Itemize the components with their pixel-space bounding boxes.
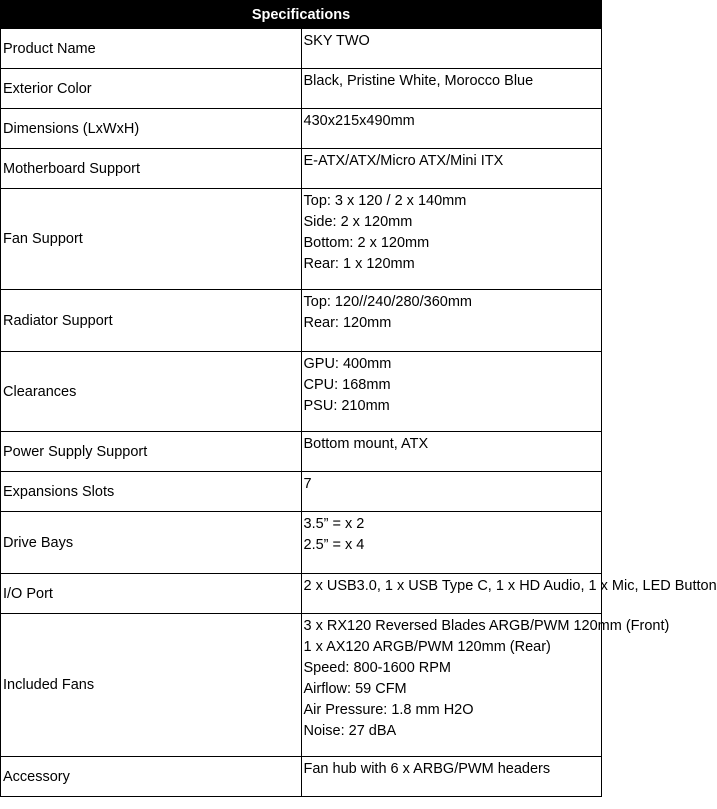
spec-label: Exterior Color	[1, 69, 302, 109]
spec-value	[301, 352, 602, 432]
table-row	[1, 757, 602, 797]
spec-value-line: 2 x USB3.0, 1 x USB Type C, 1 x HD Audio, 1 x Mic, LED Button	[303, 578, 717, 594]
spec-value-line: Speed: 800-1600 RPM	[303, 660, 452, 676]
spec-value-line: Fan hub with 6 x ARBG/PWM headers	[303, 761, 551, 777]
spec-value-line: 3.5” = x 2	[303, 516, 365, 532]
spec-label: I/O Port	[1, 574, 302, 614]
table-row	[1, 352, 602, 432]
spec-value-line: 1 x AX120 ARGB/PWM 120mm (Rear)	[303, 639, 551, 655]
spec-value-line: 3 x RX120 Reversed Blades ARGB/PWM 120mm (Front)	[303, 618, 670, 634]
spec-value-line: CPU: 168mm	[303, 377, 391, 393]
spec-value-line: Side: 2 x 120mm	[303, 214, 413, 230]
spec-value-line: Top: 120//240/280/360mm	[303, 294, 472, 310]
spec-label: Motherboard Support	[1, 149, 302, 189]
spec-value	[301, 109, 602, 149]
spec-label: Expansions Slots	[1, 472, 302, 512]
spec-value	[301, 29, 602, 69]
spec-value-line: 2.5” = x 4	[303, 537, 365, 553]
spec-value-line: Black, Pristine White, Morocco Blue	[303, 73, 534, 89]
spec-value	[301, 757, 602, 797]
table-row	[1, 472, 602, 512]
table-row	[1, 29, 602, 69]
spec-label: Clearances	[1, 352, 302, 432]
table-row	[1, 109, 602, 149]
table-row	[1, 189, 602, 290]
spec-label: Fan Support	[1, 189, 302, 290]
spec-value	[301, 189, 602, 290]
spec-value-line: SKY TWO	[303, 33, 370, 49]
table-row	[1, 149, 602, 189]
spec-value-line: E-ATX/ATX/Micro ATX/Mini ITX	[303, 153, 504, 169]
spec-value-line: Rear: 1 x 120mm	[303, 256, 415, 272]
table-row	[1, 614, 602, 757]
table-row	[1, 432, 602, 472]
spec-value	[301, 512, 602, 574]
spec-label: Power Supply Support	[1, 432, 302, 472]
spec-value-line: Bottom: 2 x 120mm	[303, 235, 430, 251]
spec-label: Radiator Support	[1, 290, 302, 352]
spec-value-line: Top: 3 x 120 / 2 x 140mm	[303, 193, 467, 209]
table-body	[1, 29, 717, 797]
spec-label: Included Fans	[1, 614, 302, 757]
spec-value-line: GPU: 400mm	[303, 356, 392, 372]
spec-value-line: Bottom mount, ATX	[303, 436, 429, 452]
spec-value	[301, 432, 602, 472]
table-row	[1, 574, 602, 614]
spec-value	[301, 69, 602, 109]
spec-value	[301, 472, 602, 512]
spec-value	[301, 149, 602, 189]
table-row	[1, 512, 602, 574]
spec-value	[301, 290, 602, 352]
spec-value-line: Airflow: 59 CFM	[303, 681, 407, 697]
table-title: Specifications	[1, 1, 602, 29]
spec-value-line: 430x215x490mm	[303, 113, 415, 129]
spec-label: Accessory	[1, 757, 302, 797]
spec-label: Dimensions (LxWxH)	[1, 109, 302, 149]
table-row	[1, 290, 602, 352]
spec-value-line: PSU: 210mm	[303, 398, 390, 414]
spec-label: Product Name	[1, 29, 302, 69]
spec-value-line: 7	[303, 476, 312, 492]
spec-label: Drive Bays	[1, 512, 302, 574]
spec-value-line: Rear: 120mm	[303, 315, 392, 331]
header-row	[1, 1, 602, 29]
spec-value-line: Noise: 27 dBA	[303, 723, 397, 739]
spec-value-line: Air Pressure: 1.8 mm H2O	[303, 702, 474, 718]
spec-value	[301, 614, 670, 757]
table-row	[1, 69, 602, 109]
spec-value	[301, 574, 717, 614]
